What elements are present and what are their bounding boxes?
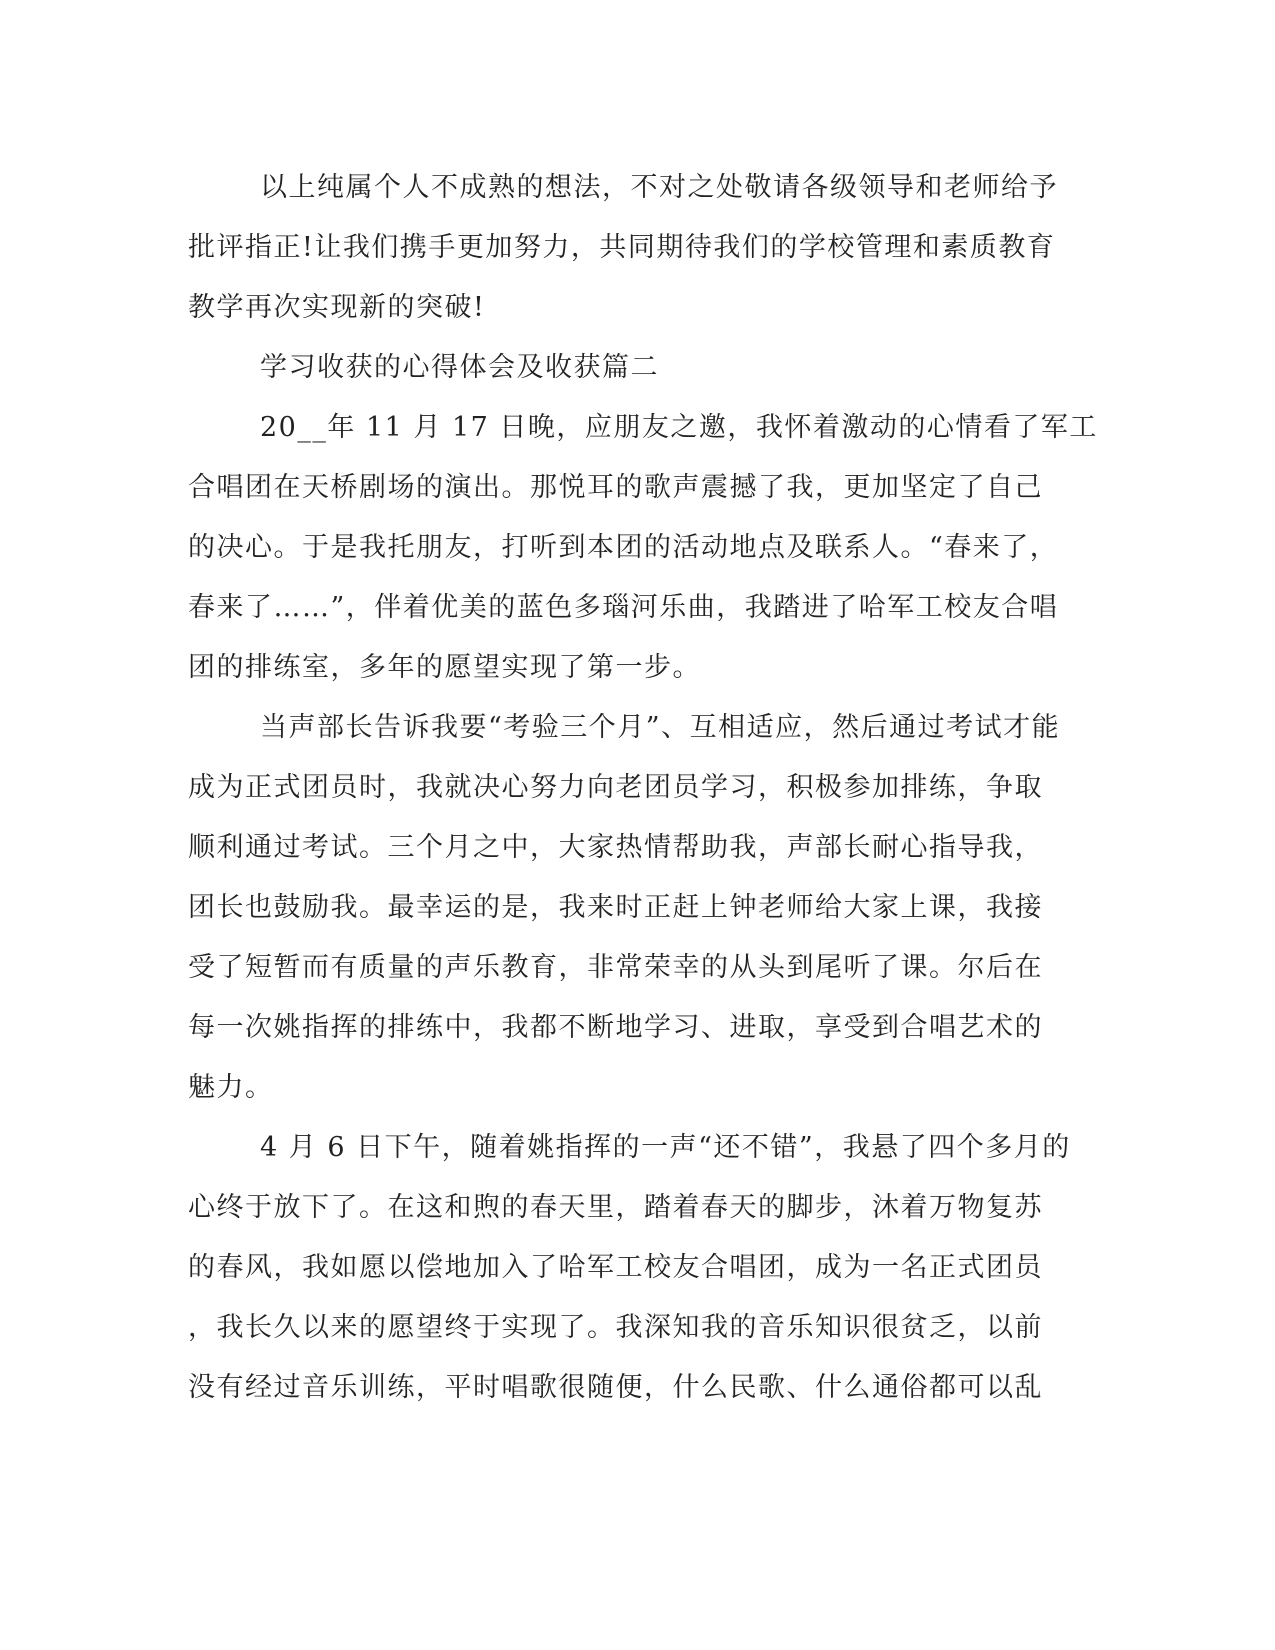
document-body [188, 158, 1098, 1418]
text-line: 没有经过音乐训练，平时唱歌很随便，什么民歌、什么通俗都可以乱 [188, 1372, 1043, 1403]
text-line: 20__年 11 月 17 日晚，应朋友之邀，我怀着激动的心情看了军工 [260, 412, 1098, 443]
text-line: 当声部长告诉我要“考验三个月”、互相适应，然后通过考试才能 [260, 712, 1061, 743]
closing-paragraph [188, 158, 1068, 338]
paragraph-concert [188, 398, 1098, 698]
text-line: ，我长久以来的愿望终于实现了。我深知我的音乐知识很贫乏，以前 [188, 1312, 1043, 1343]
paragraph-probation [188, 698, 1068, 1118]
text-line: 顺利通过考试。三个月之中，大家热情帮助我，声部长耐心指导我， [188, 832, 1043, 863]
text-line: 以上纯属个人不成熟的想法，不对之处敬请各级领导和老师给予 [260, 172, 1058, 203]
text-line: 的春风，我如愿以偿地加入了哈军工校友合唱团，成为一名正式团员 [188, 1252, 1043, 1283]
heading-text: 学习收获的心得体会及收获篇二 [260, 352, 659, 383]
text-line: 心终于放下了。在这和煦的春天里，踏着春天的脚步，沐着万物复苏 [188, 1192, 1043, 1223]
text-line: 受了短暂而有质量的声乐教育，非常荣幸的从头到尾听了课。尔后在 [188, 952, 1043, 983]
text-line: 魅力。 [188, 1072, 274, 1103]
text-line: 成为正式团员时，我就决心努力向老团员学习，积极参加排练，争取 [188, 772, 1043, 803]
text-line: 每一次姚指挥的排练中，我都不断地学习、进取，享受到合唱艺术的 [188, 1012, 1043, 1043]
text-line: 合唱团在天桥剧场的演出。那悦耳的歌声震撼了我，更加坚定了自己 [188, 472, 1043, 503]
text-line: 春来了……”，伴着优美的蓝色多瑙河乐曲，我踏进了哈军工校友合唱 [188, 592, 1059, 623]
paragraph-joining [188, 1118, 1071, 1418]
text-line: 的决心。于是我托朋友，打听到本团的活动地点及联系人。“春来了， [188, 532, 1059, 563]
section-heading [188, 338, 1068, 398]
text-line: 教学再次实现新的突破! [188, 292, 486, 323]
text-line: 4 月 6 日下午，随着姚指挥的一声“还不错”，我悬了四个多月的 [260, 1132, 1071, 1163]
text-line: 批评指正!让我们携手更加努力，共同期待我们的学校管理和素质教育 [188, 232, 1056, 263]
text-line: 团长也鼓励我。最幸运的是，我来时正赶上钟老师给大家上课，我接 [188, 892, 1043, 923]
text-line: 团的排练室，多年的愿望实现了第一步。 [188, 652, 701, 683]
